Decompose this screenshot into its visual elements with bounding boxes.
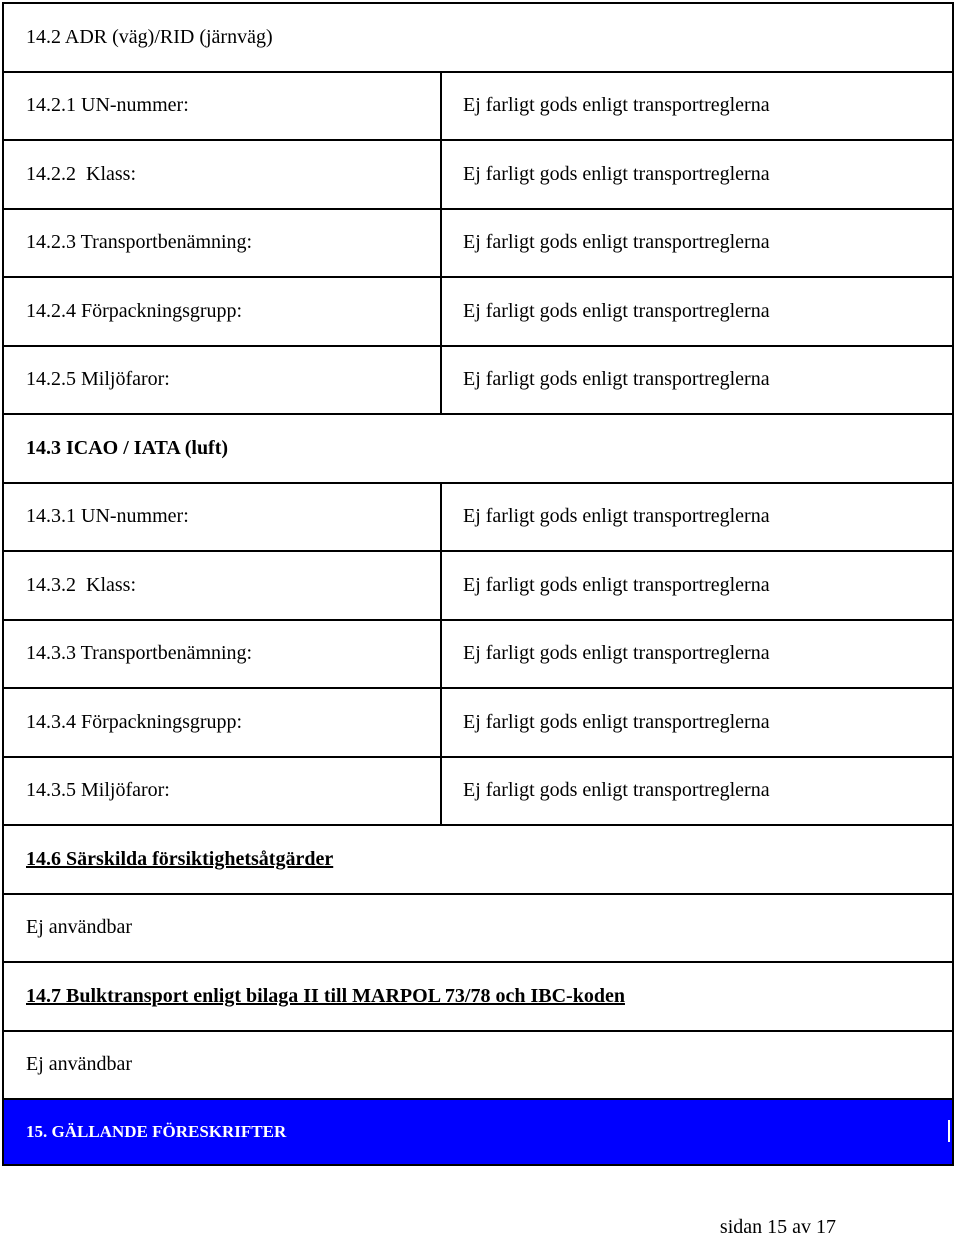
icao-heading: 14.3 ICAO / IATA (luft) [26, 436, 229, 459]
table-row [4, 484, 952, 553]
table-row [4, 278, 952, 347]
row-label: 14.3.1 UN-nummer: [4, 484, 442, 551]
precautions-row [4, 895, 952, 964]
row-value: Ej farligt gods enligt transportreglerna [463, 162, 770, 185]
table-row [4, 621, 952, 690]
section-heading-adr [4, 4, 952, 73]
table-row [4, 210, 952, 279]
row-label: 14.3.5 Miljöfaror: [4, 758, 442, 825]
table-row [4, 758, 952, 827]
precautions-heading: 14.6 Särskilda försiktighetsåtgärder [26, 847, 334, 870]
row-label: 14.2.5 Miljöfaror: [4, 347, 442, 414]
row-value: Ej farligt gods enligt transportreglerna [463, 505, 770, 528]
bulk-row [4, 1032, 952, 1101]
section-heading-bulk [4, 963, 952, 1032]
row-label: 14.2.4 Förpackningsgrupp: [4, 278, 442, 345]
table-row [4, 552, 952, 621]
adr-heading: 14.2 ADR (väg)/RID (järnväg) [26, 25, 273, 48]
regulations-heading-cell [4, 1100, 952, 1164]
row-label: 14.2.2 Klass: [4, 141, 442, 208]
row-value: Ej farligt gods enligt transportreglerna [463, 573, 770, 596]
row-value: Ej farligt gods enligt transportreglerna [463, 779, 770, 802]
table-row [4, 689, 952, 758]
row-value: Ej farligt gods enligt transportreglerna [463, 94, 770, 117]
text-cursor-mark [948, 1120, 950, 1142]
row-value: Ej farligt gods enligt transportreglerna [463, 231, 770, 254]
section-heading-regulations [4, 1100, 952, 1164]
row-label: 14.3.4 Förpackningsgrupp: [4, 689, 442, 756]
precautions-text: Ej användbar [26, 916, 133, 939]
bulk-text: Ej användbar [26, 1053, 133, 1076]
row-label: 14.3.3 Transportbenämning: [4, 621, 442, 688]
section-heading-icao [4, 415, 952, 484]
transport-info-table [2, 2, 954, 1166]
table-row [4, 347, 952, 416]
row-label: 14.2.1 UN-nummer: [4, 73, 442, 140]
row-value: Ej farligt gods enligt transportreglerna [463, 299, 770, 322]
table-row [4, 73, 952, 142]
row-value: Ej farligt gods enligt transportreglerna [463, 642, 770, 665]
regulations-heading: 15. GÄLLANDE FÖRESKRIFTER [26, 1122, 287, 1141]
bulk-heading: 14.7 Bulktransport enligt bilaga II till MARPOL 73/78 och IBC-koden [26, 984, 625, 1007]
row-value: Ej farligt gods enligt transportreglerna [463, 368, 770, 391]
page-number: sidan 15 av 17 [719, 1216, 836, 1238]
row-label: 14.3.2 Klass: [4, 552, 442, 619]
row-label: 14.2.3 Transportbenämning: [4, 210, 442, 277]
section-heading-precautions [4, 826, 952, 895]
table-row [4, 141, 952, 210]
row-value: Ej farligt gods enligt transportreglerna [463, 710, 770, 733]
